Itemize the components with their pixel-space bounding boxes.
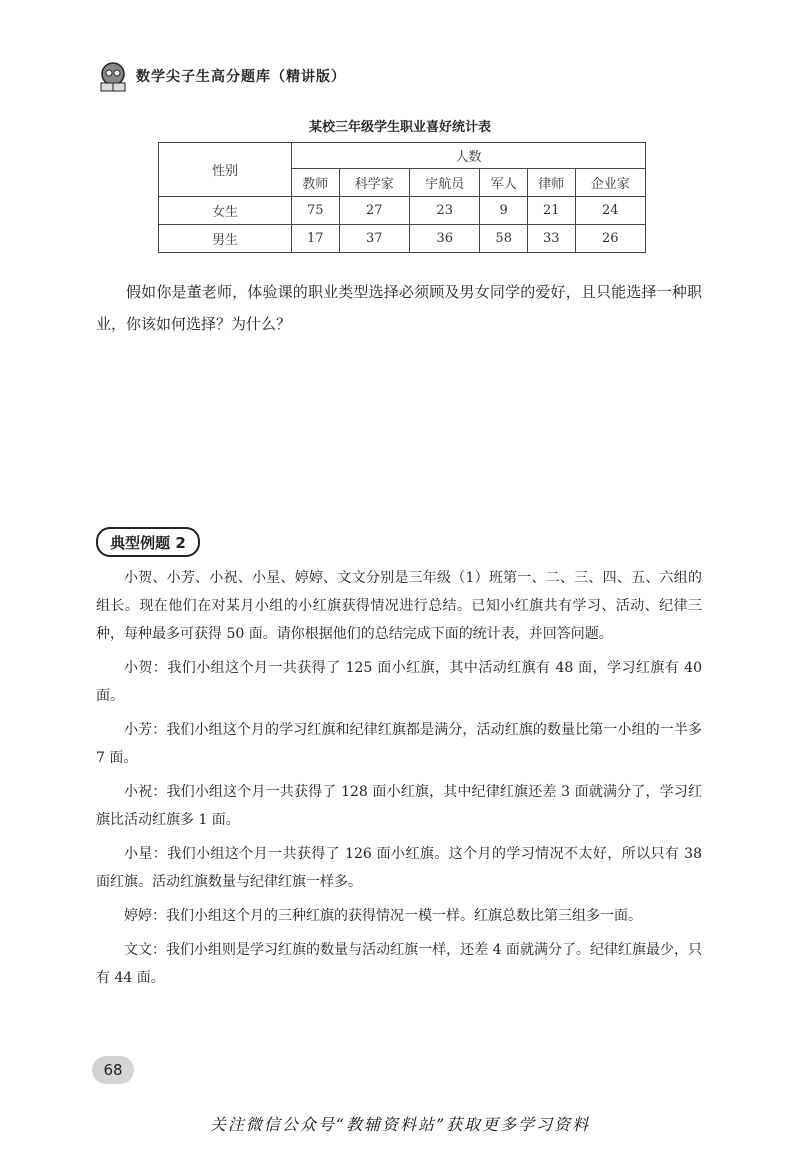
mascot-logo-icon xyxy=(96,59,130,93)
table-cell: 37 xyxy=(339,225,409,253)
book-title: 数学尖子生高分题库（精讲版） xyxy=(136,69,346,85)
paragraph: 小芳：我们小组这个月的学习红旗和纪律红旗都是满分，活动红旗的数量比第一小组的一半多 7 面。 xyxy=(96,722,702,766)
row-label: 男生 xyxy=(159,225,292,253)
table-cell: 58 xyxy=(480,225,528,253)
row-label: 女生 xyxy=(159,197,292,225)
column-header: 教师 xyxy=(292,169,340,197)
table-cell: 9 xyxy=(480,197,528,225)
gender-header: 性别 xyxy=(159,143,292,197)
example-body xyxy=(96,564,702,998)
question-paragraph: 假如你是董老师，体验课的职业类型选择必须顾及男女同学的爱好，且只能选择一种职业，你该如何选择？为什么？ xyxy=(96,283,702,333)
table-cell: 23 xyxy=(409,197,479,225)
page-number: 68 xyxy=(92,1056,134,1084)
count-header: 人数 xyxy=(292,143,646,169)
footer-note: 关注微信公众号“教辅资料站”获取更多学习资料 xyxy=(209,1115,591,1134)
table-title: 某校三年级学生职业喜好统计表 xyxy=(308,120,491,135)
column-header: 律师 xyxy=(527,169,575,197)
table-cell: 24 xyxy=(575,197,645,225)
table-cell: 26 xyxy=(575,225,645,253)
table-cell: 17 xyxy=(292,225,340,253)
page-header xyxy=(96,58,346,94)
paragraph: 小星：我们小组这个月一共获得了 126 面小红旗。这个月的学习情况不太好，所以只有 38 面红旗。活动红旗数量与纪律红旗一样多。 xyxy=(96,846,702,890)
table-cell: 36 xyxy=(409,225,479,253)
paragraph: 文文：我们小组则是学习红旗的数量与活动红旗一样，还差 4 面就满分了。纪律红旗最少，只有 44 面。 xyxy=(96,942,702,986)
table-row xyxy=(159,197,646,225)
table-cell: 21 xyxy=(527,197,575,225)
paragraph: 小祝：我们小组这个月一共获得了 128 面小红旗，其中纪律红旗还差 3 面就满分了，学习红旗比活动红旗多 1 面。 xyxy=(96,784,702,828)
paragraph: 婷婷：我们小组这个月的三种红旗的获得情况一模一样。红旗总数比第三组多一面。 xyxy=(124,908,642,924)
column-header: 科学家 xyxy=(339,169,409,197)
career-preference-table xyxy=(158,142,646,253)
example-section-label: 典型例题 2 xyxy=(96,527,200,557)
paragraph: 小贺、小芳、小祝、小星、婷婷、文文分别是三年级（1）班第一、二、三、四、五、六组的组长。现在他们在对某月小组的小红旗获得情况进行总结。已知小红旗共有学习、活动、纪律三种，每种最多可获得 50 面。请你根据他们的总结完成下面的统计表，并回答问题。 xyxy=(96,570,702,642)
paragraph: 小贺：我们小组这个月一共获得了 125 面小红旗，其中活动红旗有 48 面，学习红旗有 40 面。 xyxy=(96,660,702,704)
table-row xyxy=(159,225,646,253)
column-header: 企业家 xyxy=(575,169,645,197)
column-header: 军人 xyxy=(480,169,528,197)
table-cell: 75 xyxy=(292,197,340,225)
table-cell: 27 xyxy=(339,197,409,225)
table-cell: 33 xyxy=(527,225,575,253)
column-header: 宇航员 xyxy=(409,169,479,197)
